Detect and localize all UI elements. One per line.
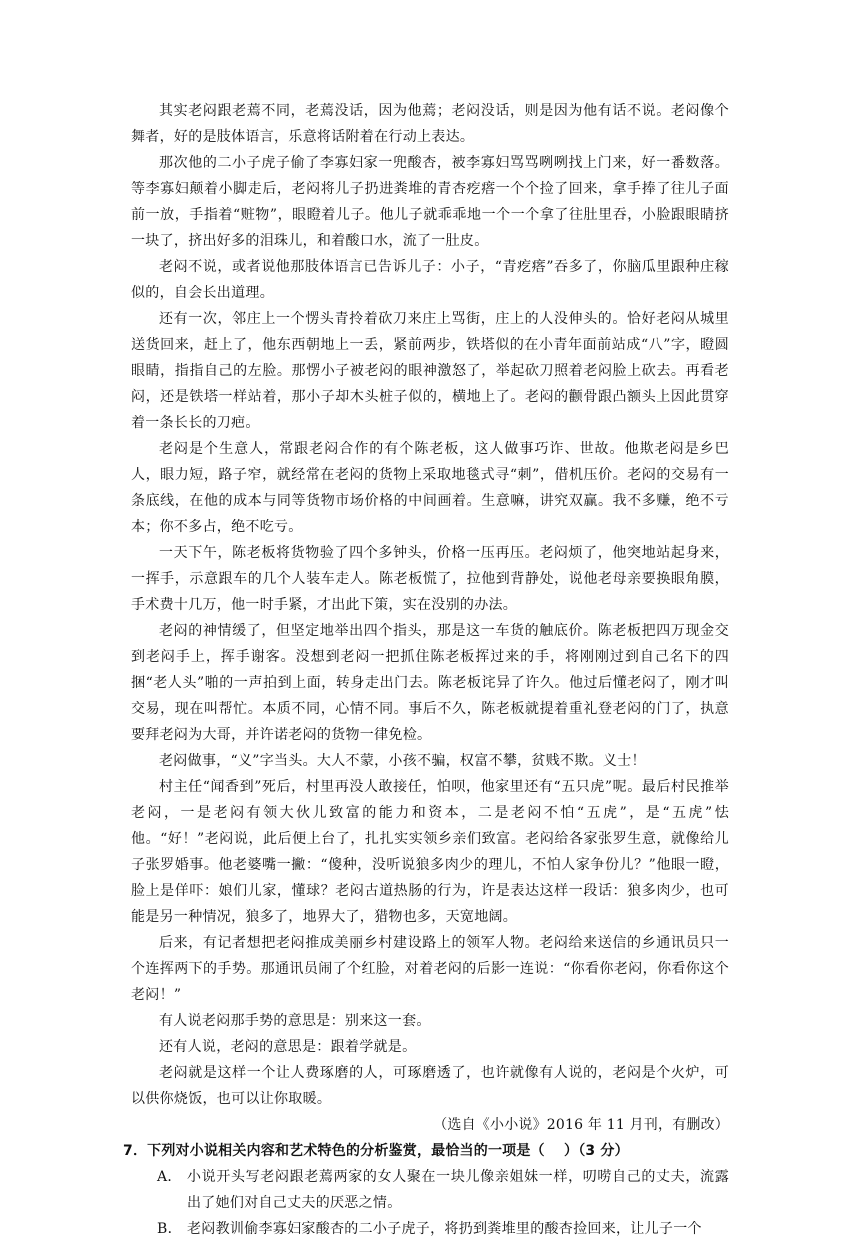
question-stem: 7．下列对小说相关内容和艺术特色的分析鉴赏，最恰当的一项是（ ）（3 分） bbox=[123, 1143, 629, 1159]
paragraph: 老闷是个生意人，常跟老闷合作的有个陈老板，这人做事巧诈、世故。他欺老闷是乡巴人，眼力短，路子窄，就经常在老闷的货物上采取地毯式寻“刺”，借机压价。老闷的交易有一条底线，在他的成本与同等货物市场价格的中间画着。生意嘛，讲究双赢。我不多赚，绝不亏本；你不多占，绝不吃亏。 bbox=[131, 441, 729, 535]
paragraph: 还有人说，老闷的意思是：跟着学就是。 bbox=[159, 1039, 417, 1055]
paragraph: 村主任“闻香到”死后，村里再没人敢接任，怕呗，他家里还有“五只虎”呢。最后村民推举老闷，一是老闷有领大伙儿致富的能力和资本，二是老闷不怕“五虎”，是“五虎”怯他。“好！”老闷说，此后便上台了，扎扎实实领乡亲们致富。老闷给各家张罗生意，就像给儿子张罗婚事。他老婆嘴一撇：“傻种，没听说狼多肉少的理儿，不怕人家争份儿？”他眼一瞪，脸上是佯吓：娘们儿家，懂球？老闷古道热肠的行为，许是表达这样一段话：狼多肉少，也可能是另一种情况，狼多了，地界大了，猎物也多，天宽地阔。 bbox=[131, 779, 729, 925]
paragraph: 老闷的神情缓了，但坚定地举出四个指头，那是这一车货的触底价。陈老板把四万现金交到老闷手上，挥手谢客。没想到老闷一把抓住陈老板挥过来的手，将刚刚过到自己名下的四捆“老人头”啪的一声拍到上面，转身走出门去。陈老板诧异了许久。他过后懂老闷了，刚才叫交易，现在叫帮忙。本质不同，心情不同。事后不久，陈老板就提着重礼登老闷的门了，执意要拜老闷为大哥，并许诺老闷的货物一律免检。 bbox=[131, 623, 729, 743]
option-text: 小说开头写老闷跟老蔫两家的女人聚在一块儿像亲姐妹一样，叨唠自己的丈夫，流露出了她们对自己丈夫的厌恶之情。 bbox=[187, 1169, 729, 1211]
option-text: 老闷教训偷李寡妇家酸杏的二小子虎子，将扔到粪堆里的酸杏捡回来，让儿子一个 bbox=[187, 1221, 702, 1237]
answer-option-b bbox=[131, 1216, 729, 1242]
option-letter: A． bbox=[157, 1169, 182, 1185]
paragraph: 那次他的二小子虎子偷了李寡妇家一兜酸杏，被李寡妇骂骂咧咧找上门来，好一番数落。等李寡妇颠着小脚走后，老闷将儿子扔进粪堆的青杏疙瘩一个个捡了回来，拿手捧了往儿子面前一放，手指着“赃物”，眼瞪着儿子。他儿子就乖乖地一个一个拿了往肚里吞，小脸跟眼睛挤一块了，挤出好多的泪珠儿，和着酸口水，流了一肚皮。 bbox=[131, 155, 729, 249]
paragraph: 老闷不说，或者说他那肢体语言已告诉儿子：小子，“青疙瘩”吞多了，你脑瓜里跟种庄稼似的，自会长出道理。 bbox=[131, 259, 729, 301]
paragraph: 后来，有记者想把老闷推成美丽乡村建设路上的领军人物。老闷给来送信的乡通讯员只一个连挥两下的手势。那通讯员闹了个红脸，对着老闷的后影一连说：“你看你老闷，你看你这个老闷！” bbox=[131, 935, 729, 1003]
paragraph: 一天下午，陈老板将货物验了四个多钟头，价格一压再压。老闷烦了，他突地站起身来，一挥手，示意跟车的几个人装车走人。陈老板慌了，拉他到背静处，说他老母亲要换眼角膜，手术费十几万，他一时手紧，才出此下策，实在没别的办法。 bbox=[131, 545, 729, 613]
paragraph: 有人说老闷那手势的意思是：别来这一套。 bbox=[159, 1013, 431, 1029]
source-citation: （选自《小小说》2016 年 11 月刊，有删改） bbox=[433, 1117, 729, 1133]
paragraph: 老闷就是这样一个让人费琢磨的人，可琢磨透了，也许就像有人说的，老闷是个火炉，可以供你烧饭，也可以让你取暖。 bbox=[131, 1065, 729, 1107]
document-body bbox=[123, 98, 729, 1242]
paragraph: 老闷做事，“义”字当头。大人不蒙，小孩不骗，权富不攀，贫贱不欺。义士！ bbox=[159, 753, 646, 769]
paragraph: 还有一次，邻庄上一个愣头青拎着砍刀来庄上骂街，庄上的人没伸头的。恰好老闷从城里送货回来，赶上了，他东西朝地上一丢，紧前两步，铁塔似的在小青年面前站成“八”字，瞪圆眼睛，指指自己的左脸。那愣小子被老闷的眼神激怒了，举起砍刀照着老闷脸上砍去。再看老闷，还是铁塔一样站着，那小子却木头桩子似的，横地上了。老闷的颧骨跟凸额头上因此贯穿着一条长长的刀疤。 bbox=[131, 311, 729, 431]
option-letter: B． bbox=[157, 1221, 182, 1237]
paragraph: 其实老闷跟老蔫不同，老蔫没话，因为他蔫；老闷没话，则是因为他有话不说。老闷像个舞者，好的是肢体语言，乐意将话附着在行动上表达。 bbox=[131, 103, 729, 145]
answer-option-a bbox=[131, 1164, 729, 1216]
